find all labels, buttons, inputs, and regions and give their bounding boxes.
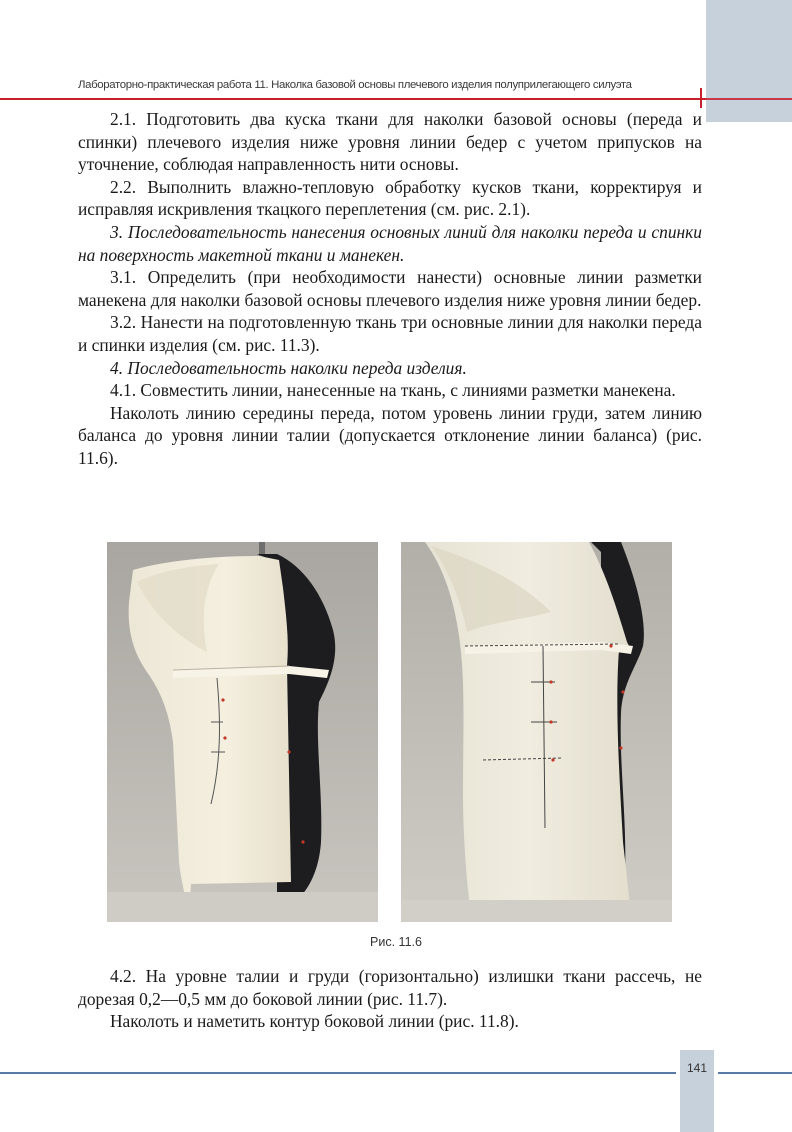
paragraph: 4.1. Совместить линии, нанесенные на ткань, с линиями разметки манекена. <box>110 380 676 401</box>
body-text <box>78 108 702 470</box>
paragraph: 3.1. Определить (при необходимости нанести) основные линии разметки манекена для наколки базовой основы плечевого изделия ниже уровня линии бедер. <box>78 267 702 310</box>
paragraph: 2.1. Подготовить два куска ткани для наколки базовой основы (переда и спинки) плечевого изделия ниже уровня линии бедер с учетом припусков на уточнение, соблюдая направленность нити основы. <box>78 109 702 175</box>
header-rule <box>0 98 706 100</box>
running-header: Лабораторно-практическая работа 11. Наколка базовой основы плечевого изделия полуприлегающего силуэта <box>78 79 632 91</box>
paragraph: 4. Последовательность наколки переда изделия. <box>110 357 467 378</box>
paragraph: Наколоть линию середины переда, потом уровень линии груди, затем линию баланса до уровня линии талии (допускается отклонение линии баланса) (рис. 11.6). <box>78 402 702 468</box>
paragraph: 3. Последовательность нанесения основных линий для наколки переда и спинки на поверхность макетной ткани и манекен. <box>78 221 702 265</box>
corner-tab <box>706 0 792 122</box>
body-text-continued <box>78 965 702 1033</box>
figure-caption: Рис. 11.6 <box>370 935 422 949</box>
footer-rule <box>0 1072 676 1074</box>
figure-photo-left <box>107 542 378 922</box>
figure-photo-right <box>401 542 672 922</box>
paragraph: 2.2. Выполнить влажно-тепловую обработку кусков ткани, корректируя и исправляя искривления ткацкого переплетения (см. рис. 2.1). <box>78 176 702 220</box>
paragraph: 3.2. Нанести на подготовленную ткань три основные линии для наколки переда и спинки изделия (см. рис. 11.3). <box>78 312 702 355</box>
footer-rule-right <box>718 1072 792 1074</box>
paragraph: 4.2. На уровне талии и груди (горизонтально) излишки ткани рассечь, не дорезая 0,2—0,5 мм до боковой линии (рис. 11.7). <box>78 966 702 1009</box>
header-tick <box>700 88 702 108</box>
paragraph: Наколоть и наметить контур боковой линии (рис. 11.8). <box>110 1011 519 1032</box>
header-rule-extension <box>706 98 792 100</box>
page-number: 141 <box>686 1061 708 1075</box>
